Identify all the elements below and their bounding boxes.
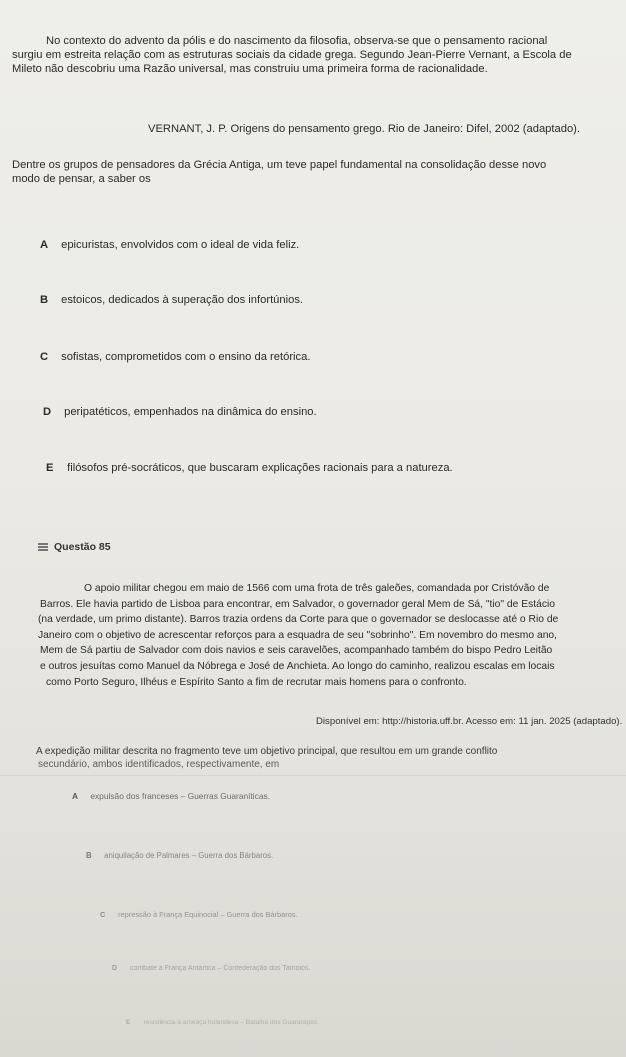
text-line: (na verdade, um primo distante). Barros trazia ordens da Corte para que o governador se deslocasse até o Rio de [38, 614, 559, 626]
source-reference: Disponível em: http://historia.uff.br. Acesso em: 11 jan. 2025 (adaptado). [316, 716, 623, 727]
option-text: estoicos, dedicados à superação dos infortúnios. [61, 294, 304, 306]
option-85-b[interactable] [86, 851, 273, 860]
option-text: filósofos pré-socráticos, que buscaram explicações racionais para a natureza. [67, 462, 453, 474]
option-85-e[interactable] [126, 1019, 319, 1026]
option-text: epicuristas, envolvidos com o ideal de vida feliz. [61, 239, 300, 251]
option-letter: A [40, 239, 49, 251]
option-text: sofistas, comprometidos com o ensino da retórica. [61, 351, 311, 363]
text-line: A expedição militar descrita no fragmento teve um objetivo principal, que resultou em um grande conflito [36, 746, 498, 757]
option-letter: D [112, 965, 118, 972]
option-a[interactable] [40, 238, 299, 252]
citation: VERNANT, J. P. Origens do pensamento grego. Rio de Janeiro: Difel, 2002 (adaptado). [148, 123, 580, 135]
option-e[interactable] [46, 461, 453, 475]
option-letter: A [72, 791, 79, 801]
text-line: Janeiro com o objetivo de acrescentar reforços para a esquadra de seu "sobrinho". Em novembro do mesmo ano, [38, 629, 558, 641]
option-letter: D [43, 406, 52, 418]
option-letter: C [40, 351, 49, 363]
option-c[interactable] [40, 350, 310, 364]
list-icon [38, 543, 48, 551]
option-letter: E [126, 1019, 131, 1026]
question-84-text [12, 34, 612, 76]
text-line: Barros. Ele havia partido de Lisboa para encontrar, em Salvador, o governador geral Mem de Sá, "tio" de Estácio [40, 598, 556, 610]
option-85-a[interactable] [72, 791, 270, 801]
option-85-d[interactable] [112, 965, 310, 972]
text-line: como Porto Seguro, Ilhéus e Espírito Santo a fim de recrutar mais homens para o confronto. [46, 676, 467, 688]
question-number: Questão 85 [54, 541, 111, 553]
text-line: No contexto do advento da pólis e do nascimento da filosofia, observa-se que o pensamento racional [46, 35, 548, 47]
text-line: secundário, ambos identificados, respectivamente, em [38, 759, 280, 770]
option-text: expulsão dos franceses – Guerras Guaraníticas. [90, 791, 271, 801]
option-85-c[interactable] [100, 910, 298, 919]
option-b[interactable] [40, 293, 303, 307]
question-85-header [38, 541, 111, 553]
option-text: aniquilação de Palmares – Guerra dos Bárbaros. [104, 851, 274, 860]
option-letter: B [86, 851, 92, 860]
option-text: combate à França Antártica – Confederação dos Tamoios. [129, 965, 311, 972]
option-letter: B [40, 294, 49, 306]
text-line: e outros jesuítas como Manuel da Nóbrega e José de Anchieta. Ao longo do caminho, realizou escalas em locais [40, 660, 555, 672]
question-85-text [38, 581, 618, 690]
option-letter: C [100, 910, 106, 919]
text-line: modo de pensar, a saber os [12, 173, 151, 185]
option-text: resistência à ameaça holandesa – Batalha dos Guararapes. [143, 1019, 320, 1026]
question-85-prompt [36, 745, 616, 771]
option-text: repressão à França Equinocial – Guerra dos Bárbaros. [118, 910, 298, 919]
text-line: Mileto não descobriu uma Razão universal, mas construiu uma primeira forma de racionalidade. [12, 63, 488, 75]
option-d[interactable] [43, 405, 317, 419]
option-letter: E [46, 462, 54, 474]
text-line: Dentre os grupos de pensadores da Grécia Antiga, um teve papel fundamental na consolidação desse novo [12, 159, 547, 171]
question-84-prompt [12, 158, 612, 186]
page-fold [0, 775, 626, 776]
text-line: Mem de Sá partiu de Salvador com dois navios e seis caravelões, acompanhado também do bispo Pedro Leitão [40, 645, 553, 657]
text-line: surgiu em estreita relação com as estruturas sociais da cidade grega. Segundo Jean-Pierre Vernant, a Escola de [12, 49, 572, 61]
option-text: peripatéticos, empenhados na dinâmica do ensino. [64, 406, 317, 418]
text-line: O apoio militar chegou em maio de 1566 com uma frota de três galeões, comandada por Cristóvão de [84, 583, 550, 594]
